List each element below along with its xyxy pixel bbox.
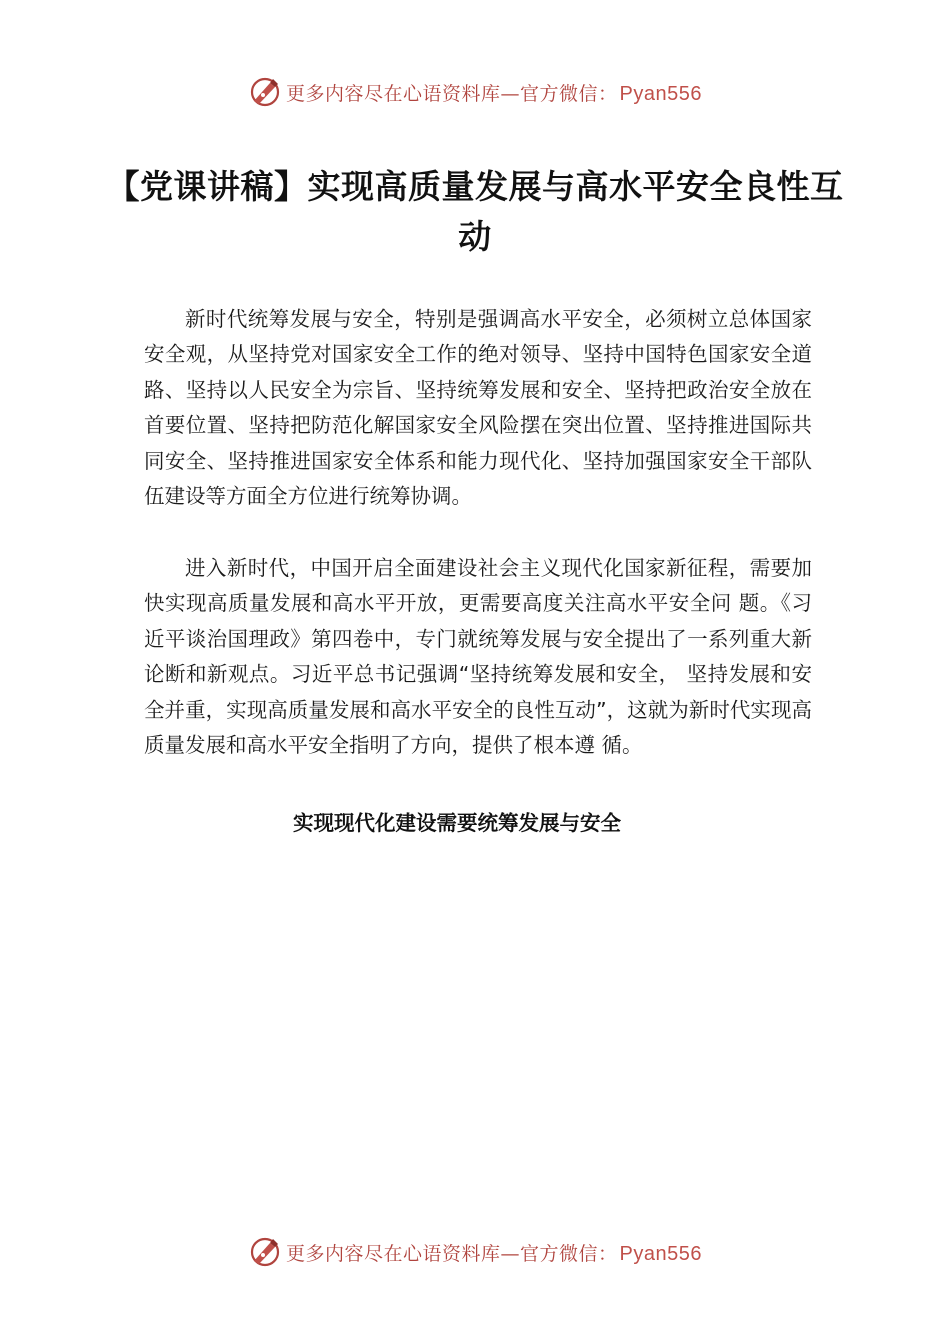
footer-banner: [0, 1232, 950, 1272]
banner-text: 更多内容尽在心语资料库—官方微信： Pyan556: [286, 82, 702, 105]
banner-text: 更多内容尽在心语资料库—官方微信： Pyan556: [286, 1242, 702, 1265]
header-banner: [0, 72, 950, 112]
paragraph-1: 新时代统筹发展与安全，特别是强调高水平安全，必须树立总体国家安全观，从坚持党对国家安全工作的绝对领导、坚持中国特色国家安全道路、坚持以人民安全为宗旨、坚持统筹发展和安全、坚持把政治安全放在首要位置、坚持把防范化解国家安全风险摆在突出位置、坚持推进国际共同安全、坚持推进国家安全体系和能力现代化、坚持加强国家安全干部队伍建设等方面全方位进行统筹协调。: [144, 307, 812, 509]
pen-nib-logo-icon: [248, 75, 282, 109]
section-subheading: 实现现代化建设需要统筹发展与安全: [293, 811, 621, 835]
pen-nib-logo-icon: [248, 1235, 282, 1269]
document-title: 【党课讲稿】实现高质量发展与高水平安全良性互动: [106, 167, 844, 256]
paragraph-2: 进入新时代，中国开启全面建设社会主义现代化国家新征程，需要加快实现高质量发展和高水平开放，更需要高度关注高水平安全问 题。《习近平谈治国理政》第四卷中，专门就统筹发展与安全提出了一系列重大新论断和新观点。习近平总书记强调“坚持统筹发展和安全， 坚持发展和安全并重，实现高质量发展和高水平安全的良性互动”，这就为新时代实现高质量发展和高水平安全指明了方向，提供了根本遵 循。: [144, 556, 812, 758]
banner-wechat-id: Pyan556: [619, 82, 702, 105]
banner-wechat-id: Pyan556: [619, 1242, 702, 1265]
